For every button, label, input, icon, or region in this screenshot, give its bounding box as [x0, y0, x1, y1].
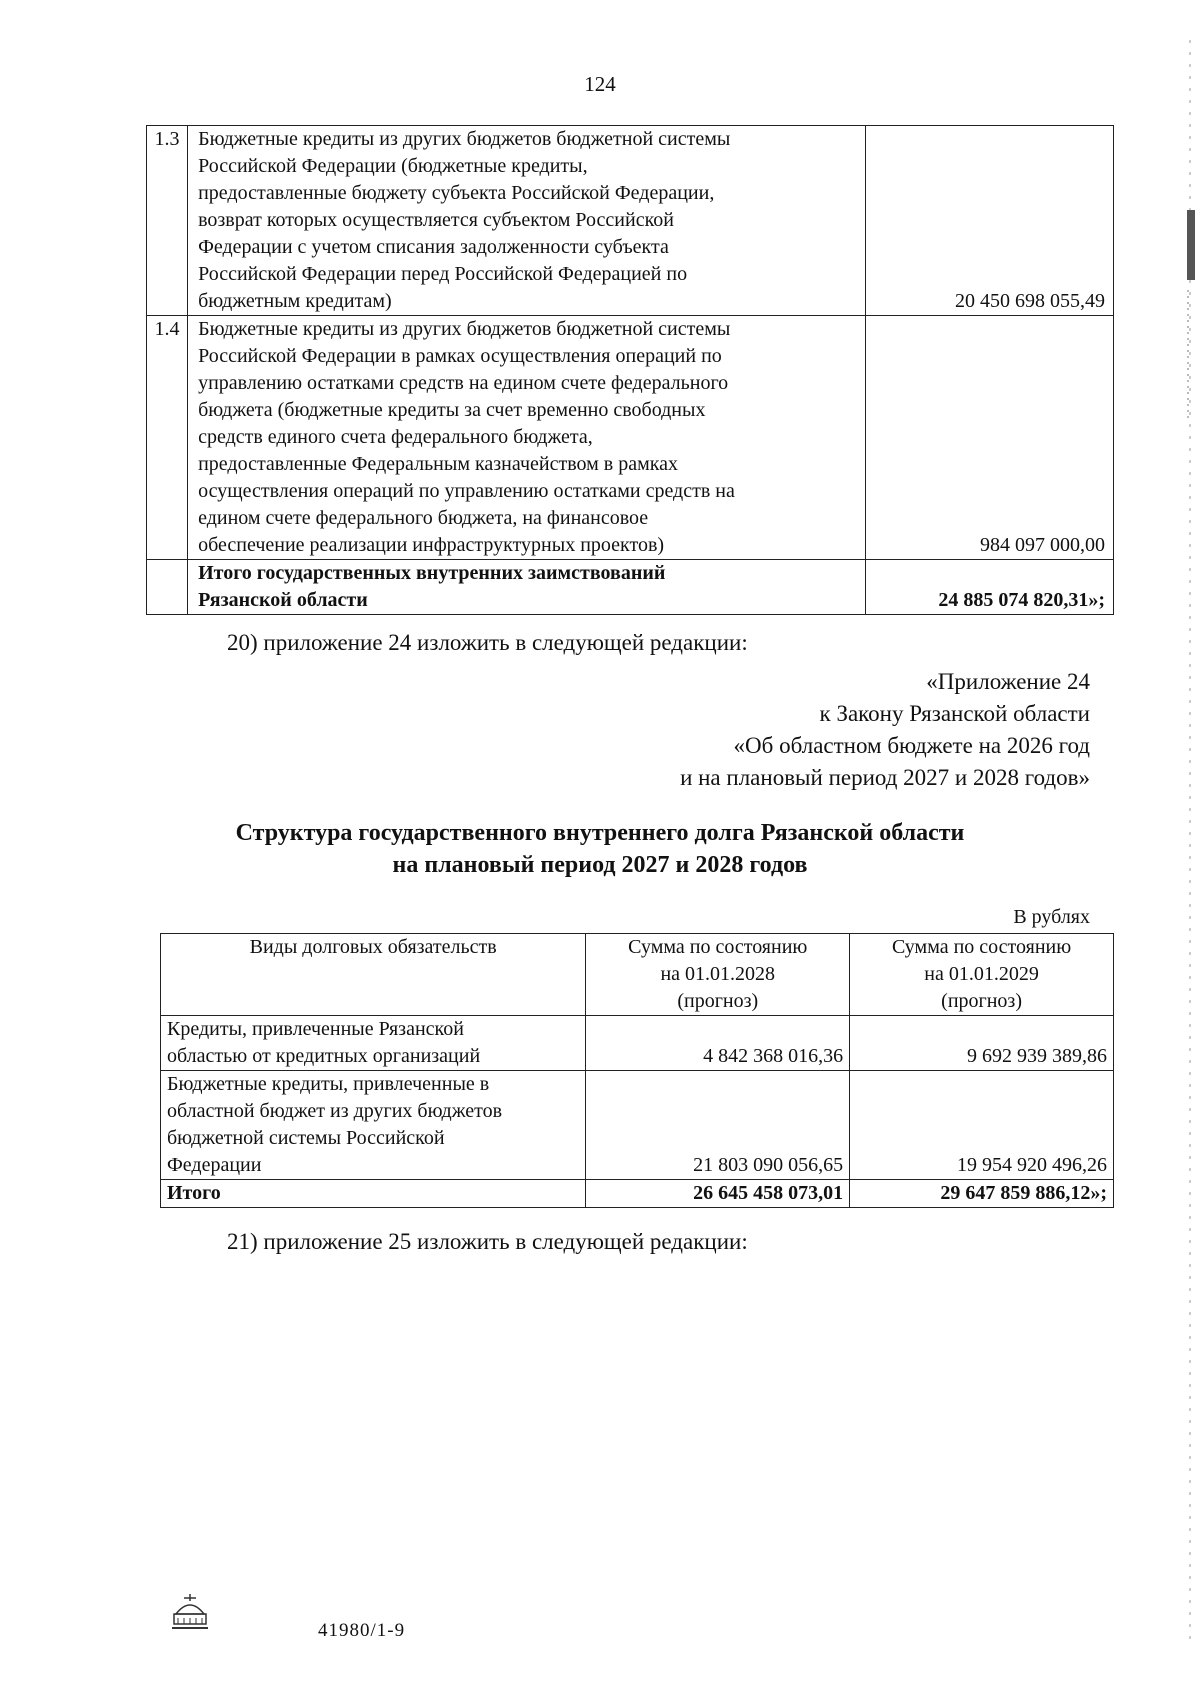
header-line: Сумма по состоянию	[628, 936, 808, 958]
borrowings-table	[146, 125, 1114, 615]
appendix-header	[680, 666, 1090, 794]
amount-2028: 4 842 368 016,36	[586, 1016, 850, 1071]
row-label-line: Федерации	[167, 1154, 262, 1176]
scan-edge-noise	[1184, 40, 1196, 1645]
total-label-line: Итого государственных внутренних заимствований	[198, 562, 666, 584]
header-line: на 01.01.2028	[660, 963, 776, 985]
document-code: 41980/1-9	[318, 1620, 406, 1641]
row-label	[161, 1071, 586, 1180]
paragraph-20: 20) приложение 24 изложить в следующей редакции:	[227, 630, 748, 655]
total-label-line: Рязанской области	[198, 589, 368, 611]
row-sum: 984 097 000,00	[866, 316, 1114, 560]
table-header-row	[161, 934, 1114, 1016]
header-cell	[161, 934, 586, 1016]
total-row	[147, 560, 1114, 615]
document-title	[0, 817, 1200, 881]
amount-2029: 19 954 920 496,26	[850, 1071, 1114, 1180]
row-sum: 20 450 698 055,49	[866, 126, 1114, 316]
description-line: Бюджетные кредиты из других бюджетов бюджетной системы	[198, 128, 731, 150]
table-row	[147, 126, 1114, 316]
row-label-line: областью от кредитных организаций	[167, 1045, 481, 1067]
header-line: на 01.01.2029	[924, 963, 1039, 985]
row-number: 1.3	[147, 126, 188, 316]
page-number: 124	[584, 72, 616, 96]
header-line: Сумма по состоянию	[891, 936, 1072, 958]
description-line: предоставленные Федеральным казначейством в рамках	[198, 453, 679, 475]
total-2029: 29 647 859 886,12»;	[850, 1180, 1114, 1208]
description-line: Российской Федерации перед Российской Федерацией по	[198, 263, 688, 285]
row-label-line: бюджетной системы Российской	[167, 1127, 445, 1149]
title-line: на плановый период 2027 и 2028 годов	[392, 852, 808, 878]
description-line: осуществления операций по управлению остатками средств на	[198, 480, 735, 502]
description-line: средств единого счета федерального бюджета,	[198, 426, 593, 448]
row-label-line: Бюджетные кредиты, привлеченные в	[167, 1073, 490, 1095]
description-line: предоставленные бюджету субъекта Российской Федерации,	[198, 182, 715, 204]
total-row	[161, 1180, 1114, 1208]
title-line: Структура государственного внутреннего долга Рязанской области	[235, 820, 965, 846]
row-label-line: Кредиты, привлеченные Рязанской	[167, 1018, 464, 1040]
amount-2029: 9 692 939 389,86	[850, 1016, 1114, 1071]
row-label	[161, 1016, 586, 1071]
description-line: Российской Федерации (бюджетные кредиты,	[198, 155, 588, 177]
total-sum: 24 885 074 820,31»;	[866, 560, 1114, 615]
description-line: едином счете федерального бюджета, на финансовое	[198, 507, 649, 529]
description-line: бюджетным кредитам)	[198, 290, 392, 312]
unit-label: В рублях	[1013, 906, 1090, 928]
printer-logo-icon	[168, 1592, 212, 1637]
paragraph-21: 21) приложение 25 изложить в следующей редакции:	[227, 1229, 748, 1254]
row-label-line: областной бюджет из других бюджетов	[167, 1100, 503, 1122]
appendix-line: и на плановый период 2027 и 2028 годов»	[680, 765, 1090, 790]
description-line: Бюджетные кредиты из других бюджетов бюджетной системы	[198, 318, 731, 340]
row-number: 1.4	[147, 316, 188, 560]
total-2028: 26 645 458 073,01	[586, 1180, 850, 1208]
row-description	[188, 316, 866, 560]
total-label	[188, 560, 866, 615]
description-line: Федерации с учетом списания задолженности субъекта	[198, 236, 669, 258]
total-label: Итого	[161, 1180, 586, 1208]
header-cell	[586, 934, 850, 1016]
header-cell	[850, 934, 1114, 1016]
description-line: бюджета (бюджетные кредиты за счет временно свободных	[198, 399, 706, 421]
appendix-line: к Закону Рязанской области	[819, 701, 1090, 726]
row-number	[147, 560, 188, 615]
description-line: возврат которых осуществляется субъектом Российской	[198, 209, 674, 231]
debt-structure-table	[160, 933, 1114, 1208]
amount-2028: 21 803 090 056,65	[586, 1071, 850, 1180]
row-description	[188, 126, 866, 316]
table-row	[147, 316, 1114, 560]
table-row	[161, 1071, 1114, 1180]
table-row	[161, 1016, 1114, 1071]
description-line: Российской Федерации в рамках осуществления операций по	[198, 345, 722, 367]
header-line: (прогноз)	[941, 990, 1022, 1012]
appendix-line: «Об областном бюджете на 2026 год	[733, 733, 1090, 758]
header-line: (прогноз)	[677, 990, 759, 1012]
header-line: Виды долговых обязательств	[249, 936, 497, 958]
description-line: обеспечение реализации инфраструктурных проектов)	[198, 534, 665, 556]
description-line: управлению остатками средств на едином счете федерального	[198, 372, 729, 394]
appendix-line: «Приложение 24	[926, 669, 1090, 694]
